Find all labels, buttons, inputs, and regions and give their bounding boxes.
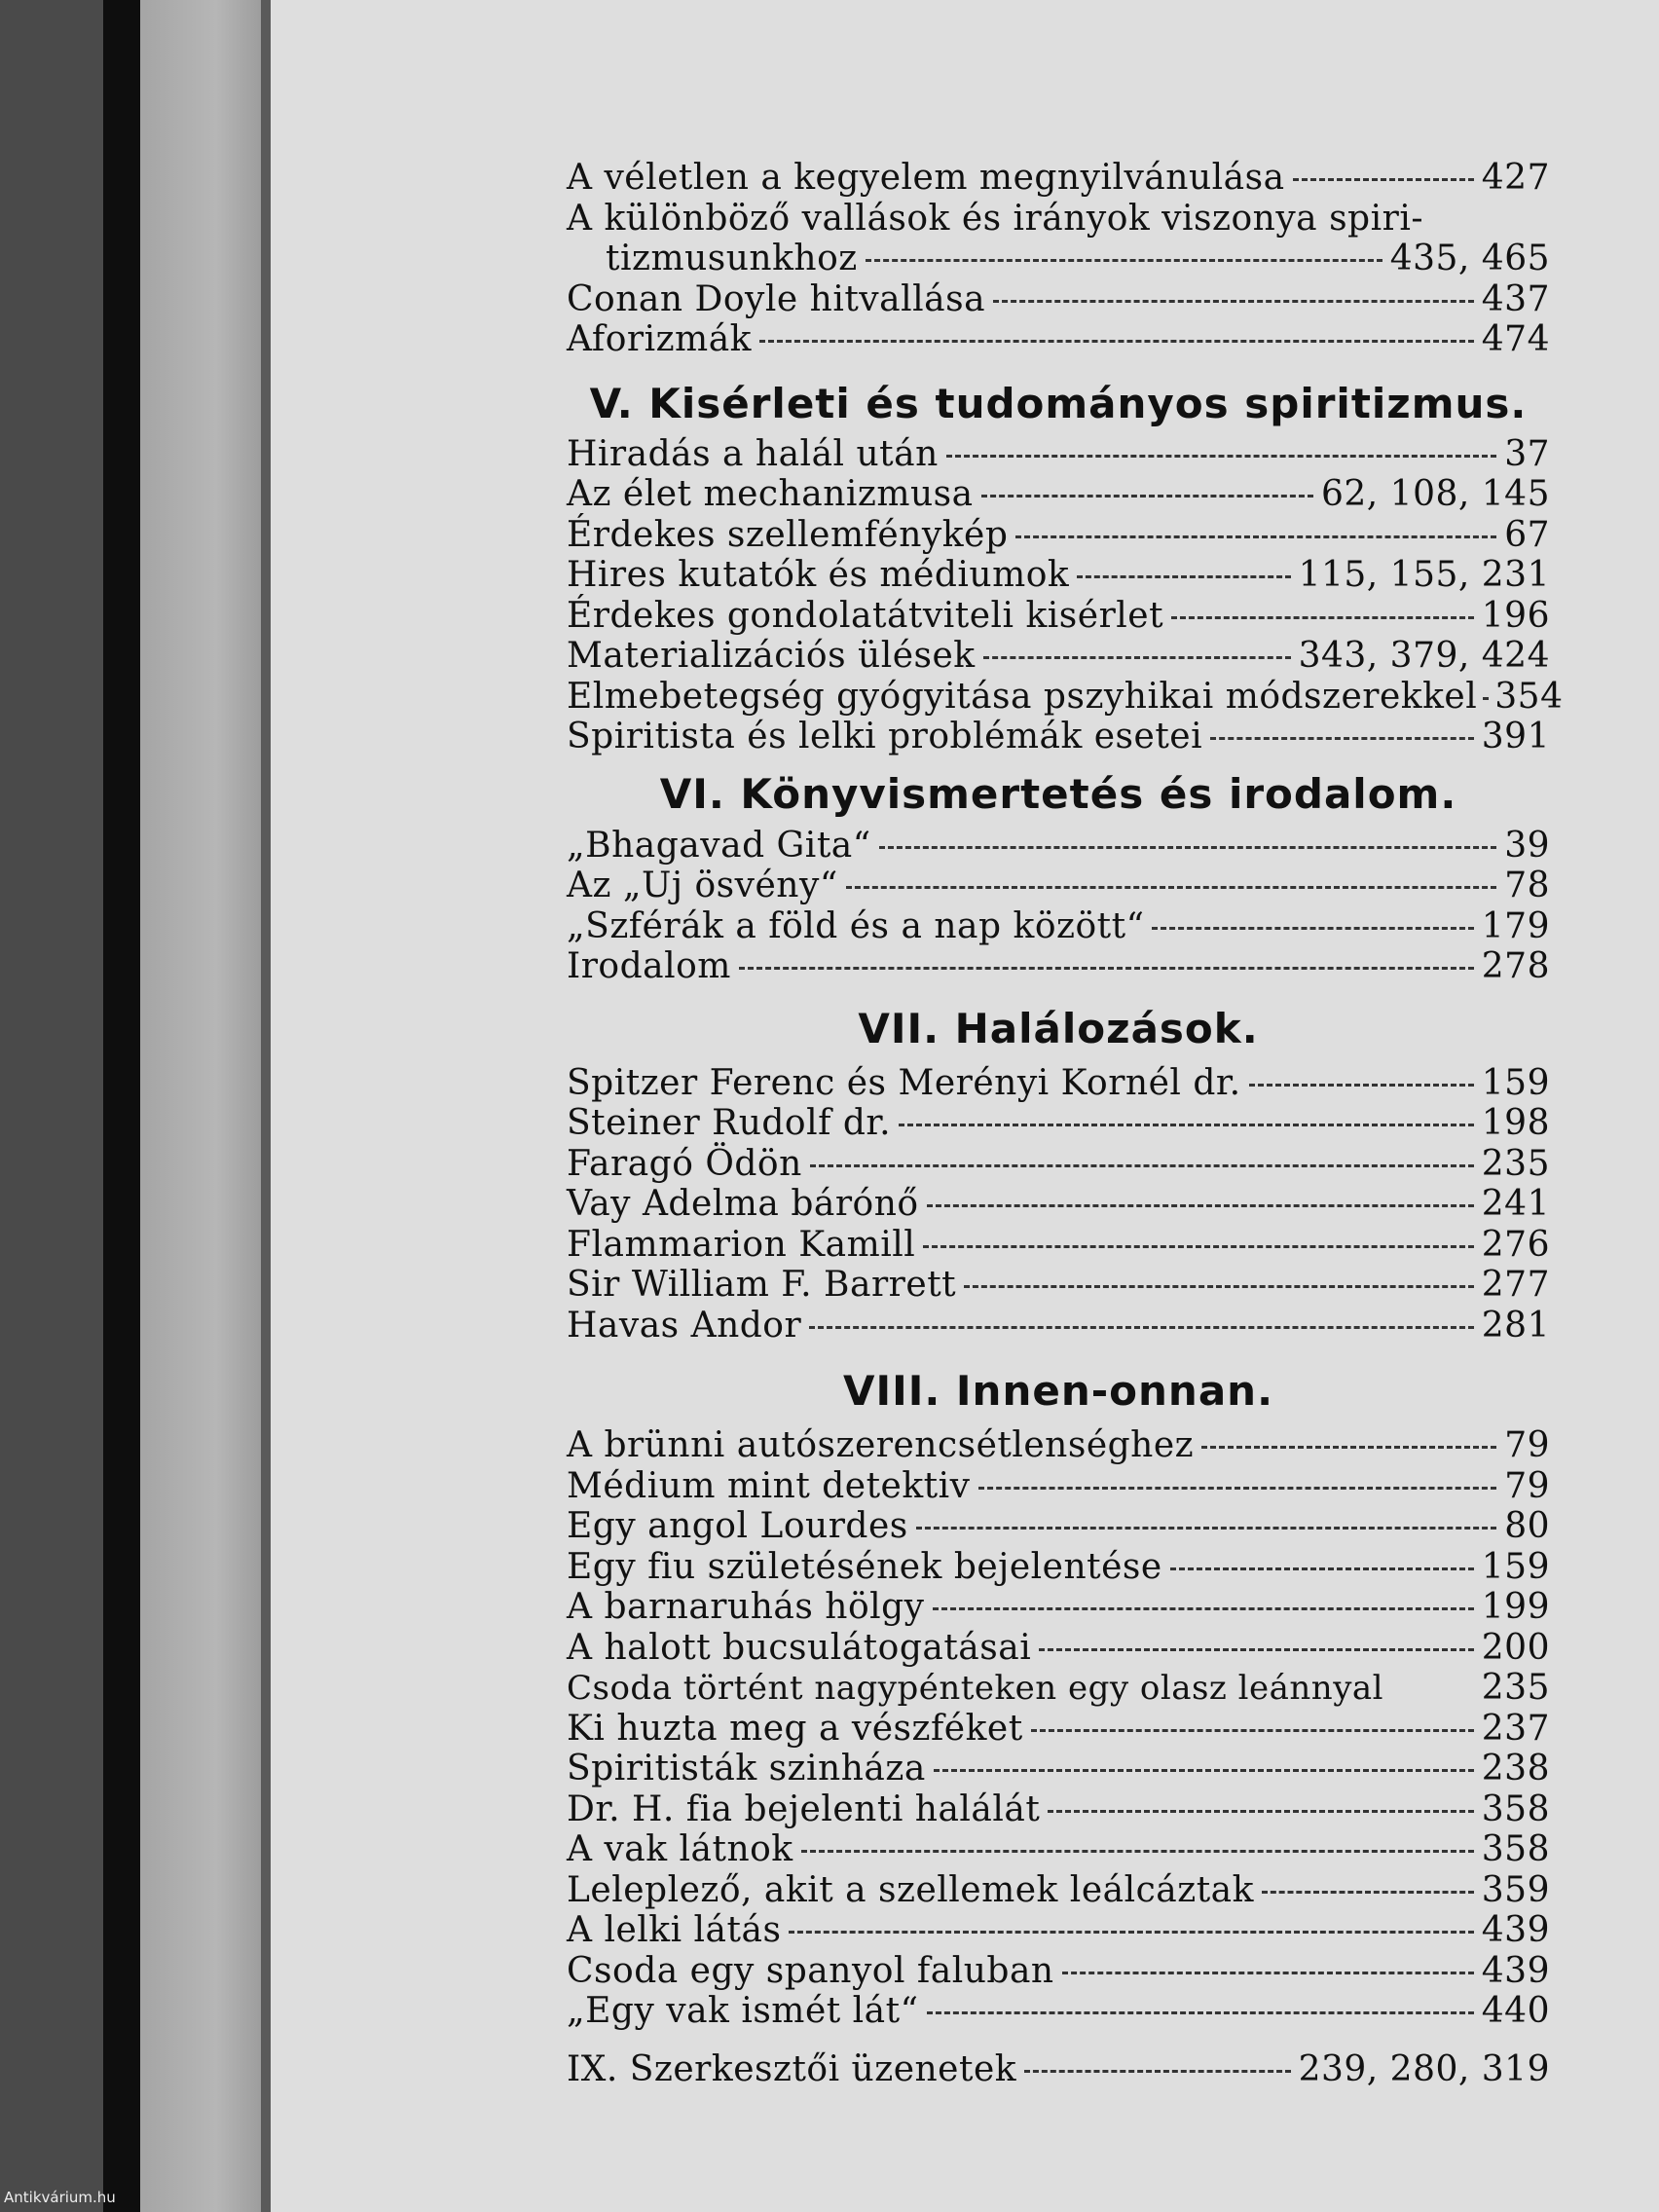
toc-entry: Érdekes szellemfénykép 67	[567, 514, 1550, 555]
toc-entry: A lelki látás 439	[567, 1910, 1550, 1950]
toc-entry: Hiradás a halál után 37	[567, 433, 1550, 474]
toc-entry: A véletlen a kegyelem megnyilvánulása 427	[567, 158, 1550, 198]
toc-entry: Materializációs ülések 343, 379, 424	[567, 636, 1550, 676]
dot-leader	[927, 2011, 1474, 2014]
dot-leader	[1171, 616, 1474, 619]
toc-entry: Aforizmák 474	[567, 319, 1550, 359]
toc-entry: Csoda egy spanyol faluban 439	[567, 1950, 1550, 1991]
dot-leader	[1152, 927, 1473, 930]
page-gutter	[261, 0, 271, 2212]
toc-entry: Dr. H. fia bejelenti halálát 358	[567, 1788, 1550, 1829]
dot-leader	[899, 1124, 1474, 1126]
toc-entry: A barnaruhás hölgy 199	[567, 1587, 1550, 1627]
book-spine-shadow	[0, 0, 107, 2212]
section-heading: VI. Könyvismertetés és irodalom.	[659, 769, 1457, 818]
toc-entry: „Egy vak ismét lát“ 440	[567, 1991, 1550, 2031]
dot-leader	[1293, 178, 1474, 181]
top-entries	[567, 158, 1550, 360]
dot-leader	[1210, 737, 1474, 740]
table-of-contents	[567, 158, 1564, 2089]
toc-entry: Az élet mechanizmusa 62, 108, 145	[567, 474, 1550, 514]
section-heading: V. Kisérleti és tudományos spiritizmus.	[589, 379, 1528, 427]
toc-entry: Flammarion Kamill 276	[567, 1224, 1550, 1265]
dot-leader	[934, 1769, 1474, 1772]
toc-entry: Spitzer Ferenc és Merényi Kornél dr. 159	[567, 1062, 1550, 1103]
toc-entry: Egy angol Lourdes 80	[567, 1506, 1550, 1546]
toc-entry: Ki huzta meg a vészféket 237	[567, 1708, 1550, 1749]
dot-leader	[1483, 697, 1489, 700]
toc-entry: A halott bucsulátogatásai 200	[567, 1627, 1550, 1668]
toc-entry: Faragó Ödön 235	[567, 1143, 1550, 1184]
dot-leader	[933, 1607, 1474, 1610]
section-vi-entries	[567, 826, 1550, 987]
toc-entry: Conan Doyle hitvallása 437	[567, 278, 1550, 319]
dot-leader	[1039, 1648, 1474, 1651]
toc-entry: Érdekes gondolatátviteli kisérlet 196	[567, 595, 1550, 636]
dot-leader	[739, 967, 1474, 970]
dot-leader	[1170, 1567, 1474, 1570]
dot-leader	[946, 455, 1496, 458]
toc-entry: Steiner Rudolf dr. 198	[567, 1103, 1550, 1143]
dot-leader	[810, 1164, 1474, 1167]
section-heading: VII. Halálozások.	[858, 1004, 1259, 1052]
toc-entry: „Bhagavad Gita“ 39	[567, 825, 1550, 866]
section-viii-entries	[567, 1425, 1550, 2032]
toc-entry: Az „Uj ösvény“ 78	[567, 866, 1550, 905]
dot-leader	[1048, 1810, 1473, 1813]
toc-entry: Egy fiu születésének bejelentése 159	[567, 1546, 1550, 1587]
dot-leader	[1031, 1729, 1474, 1732]
watermark: Antikvárium.hu	[4, 2189, 116, 2206]
toc-entry: Havas Andor 281	[567, 1305, 1550, 1346]
toc-entry: „Szférák a föld és a nap között“ 179	[567, 905, 1550, 946]
toc-entry: Irodalom 278	[567, 946, 1550, 986]
dot-leader	[879, 846, 1497, 849]
toc-entry: Vay Adelma bárónő 241	[567, 1184, 1550, 1224]
section-v-entries	[567, 433, 1564, 757]
dot-leader	[981, 495, 1313, 498]
toc-entry: Sir William F. Barrett 277	[567, 1265, 1550, 1305]
dot-leader	[964, 1285, 1474, 1288]
toc-entry-section-ix: IX. Szerkesztői üzenetek 239, 280, 319	[567, 2048, 1550, 2089]
dot-leader	[1015, 535, 1496, 538]
dot-leader	[801, 1850, 1474, 1853]
toc-entry: Médium mint detektiv 79	[567, 1465, 1550, 1506]
toc-entry: Spiritisták szinháza 238	[567, 1749, 1550, 1788]
page-edge-stack	[140, 0, 267, 2212]
dot-leader	[1249, 1084, 1474, 1087]
dot-leader	[1062, 1972, 1474, 1974]
dot-leader	[789, 1931, 1473, 1934]
dot-leader	[1077, 575, 1290, 578]
dot-leader	[927, 1204, 1474, 1207]
dot-leader	[983, 656, 1291, 659]
toc-entry: Elmebetegség gyógyitása pszyhikai módszerekkel 354	[567, 676, 1564, 717]
dot-leader	[993, 300, 1474, 303]
dot-leader	[978, 1487, 1497, 1490]
dot-leader	[809, 1326, 1474, 1329]
dot-leader	[759, 340, 1474, 343]
section-vii-entries	[567, 1063, 1550, 1346]
toc-entry: Spiritista és lelki problémák esetei 391	[567, 717, 1550, 756]
toc-entry: Leleplező, akit a szellemek leálcáztak 359	[567, 1869, 1550, 1910]
toc-entry: Hires kutatók és médiumok 115, 155, 231	[567, 555, 1550, 595]
dot-leader	[923, 1245, 1474, 1248]
book-binding	[103, 0, 140, 2212]
dot-leader	[1262, 1891, 1474, 1894]
dot-leader	[1201, 1446, 1496, 1449]
toc-entry: A vak látnok 358	[567, 1829, 1550, 1869]
dot-leader	[1024, 2070, 1291, 2073]
section-heading: VIII. Innen-onnan.	[842, 1367, 1274, 1415]
toc-entry: A brünni autószerencsétlenséghez 79	[567, 1425, 1550, 1465]
dot-leader	[916, 1527, 1496, 1530]
dot-leader	[866, 259, 1382, 262]
toc-entry: A különböző vallások és irányok viszonya spiri- tizmusunkhoz 435, 465	[567, 198, 1550, 278]
dot-leader	[846, 886, 1496, 889]
toc-entry: Csoda történt nagypénteken egy olasz leánnyal 235	[567, 1668, 1550, 1708]
